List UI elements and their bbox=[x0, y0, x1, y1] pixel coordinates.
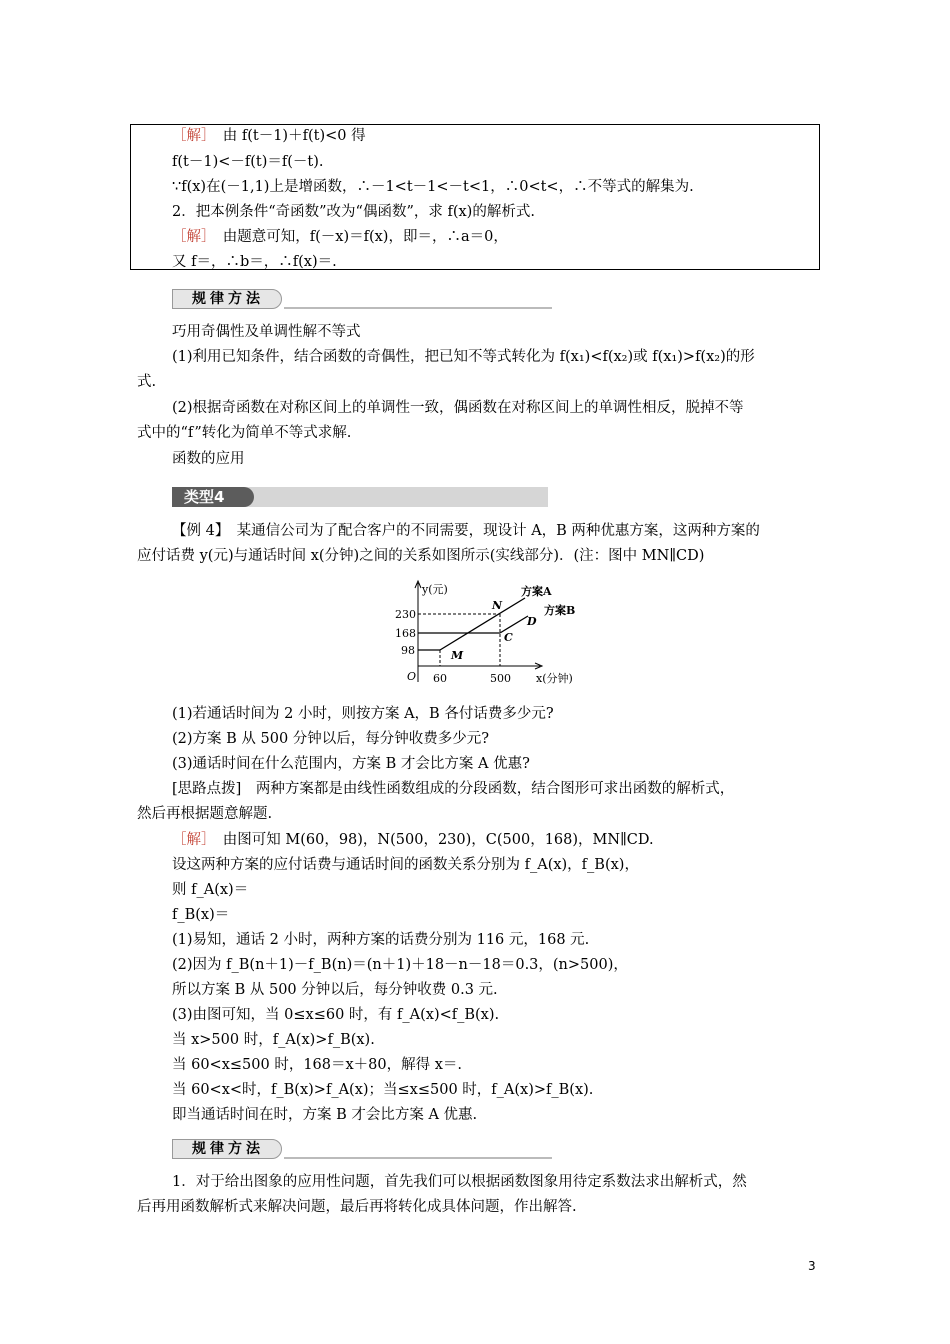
solution-line-6: (2)因为 f_B(n＋1)－f_B(n)＝(n＋1)＋18－n－18＝0.3，(n>500)， bbox=[172, 957, 628, 973]
point-n-label: N bbox=[492, 599, 503, 612]
topic-title: 函数的应用 bbox=[172, 451, 245, 467]
box-line-1: ［解］ 由 f(t－1)＋f(t)<0 得 bbox=[172, 128, 366, 144]
solution-line-3: 则 f_A(x)＝ bbox=[172, 882, 249, 898]
plan-b-label: 方案B bbox=[544, 604, 576, 617]
box-line-2: f(t－1)<－f(t)＝f(－t). bbox=[172, 154, 324, 170]
method-p2b: 式中的“f”转化为简单不等式求解. bbox=[137, 425, 352, 441]
solution-line-12: 即当通话时间在时，方案 B 才会比方案 A 优惠. bbox=[172, 1107, 478, 1123]
rule-method-tag-2: 规律方法 bbox=[172, 1139, 552, 1159]
x-axis-label: x(分钟) bbox=[536, 672, 573, 685]
solution-line-10: 当 60<x≤500 时，168＝x＋80，解得 x＝. bbox=[172, 1057, 463, 1073]
solution-line-2: 设这两种方案的应付话费与通话时间的函数关系分别为 f_A(x)，f_B(x)， bbox=[172, 857, 639, 873]
method2-line-2: 后再用函数解析式来解决问题，最后再将转化成具体问题，作出解答. bbox=[137, 1199, 577, 1215]
pricing-figure bbox=[390, 578, 590, 690]
rule-method-tag-1: 规律方法 bbox=[172, 289, 552, 309]
solution-line-5: (1)易知，通话 2 小时，两种方案的话费分别为 116 元，168 元. bbox=[172, 932, 590, 948]
method-p1b: 式. bbox=[137, 374, 157, 390]
solution-line-4: f_B(x)＝ bbox=[172, 907, 230, 923]
solution-line-9: 当 x>500 时，f_A(x)>f_B(x). bbox=[172, 1032, 375, 1048]
method-p1a: (1)利用已知条件，结合函数的奇偶性，把已知不等式转化为 f(x₁)<f(x₂)或 f(x₁)>f(x₂)的形 bbox=[172, 349, 755, 365]
method-p2a: (2)根据奇函数在对称区间上的单调性一致，偶函数在对称区间上的单调性相反，脱掉不等 bbox=[172, 400, 744, 416]
solution-line-7: 所以方案 B 从 500 分钟以后，每分钟收费 0.3 元. bbox=[172, 982, 498, 998]
x-tick-500: 500 bbox=[490, 672, 511, 685]
question-2: (2)方案 B 从 500 分钟以后，每分钟收费多少元? bbox=[172, 731, 490, 747]
solution-line-11: 当 60<x<时，f_B(x)>f_A(x)；当≤x≤500 时，f_A(x)>f_B(x). bbox=[172, 1082, 594, 1098]
type-tag-label: 类型4 bbox=[184, 488, 225, 506]
solution-line-1: ［解］ 由图可知 M(60，98)，N(500，230)，C(500，168)，MN∥CD. bbox=[172, 832, 654, 848]
type-tag bbox=[172, 487, 548, 507]
box-line-4: 2．把本例条件“奇函数”改为“偶函数”，求 f(x)的解析式. bbox=[172, 204, 535, 220]
hint-line-1: [思路点拨] 两种方案都是由线性函数组成的分段函数，结合图形可求出函数的解析式， bbox=[172, 781, 735, 797]
y-tick-98: 98 bbox=[401, 644, 415, 657]
hint-line-2: 然后再根据题意解题. bbox=[137, 806, 273, 822]
origin-label: O bbox=[407, 670, 417, 683]
y-axis-label: y(元) bbox=[422, 583, 448, 596]
y-tick-230: 230 bbox=[395, 608, 416, 621]
page-number: 3 bbox=[808, 1259, 816, 1273]
question-3: (3)通话时间在什么范围内，方案 B 才会比方案 A 优惠? bbox=[172, 756, 530, 772]
point-m-label: M bbox=[451, 649, 464, 662]
question-1: (1)若通话时间为 2 小时，则按方案 A，B 各付话费多少元? bbox=[172, 706, 554, 722]
box-line-5: ［解］ 由题意可知，f(－x)＝f(x)，即＝，∴a＝0， bbox=[172, 229, 508, 245]
box-line-6: 又 f＝，∴b＝，∴f(x)＝. bbox=[172, 254, 337, 270]
box-line-3: ∵f(x)在(－1,1)上是增函数，∴－1<t－1<－t<1，∴0<t<，∴不等式的解集为. bbox=[172, 179, 694, 195]
example-line-2: 应付话费 y(元)与通话时间 x(分钟)之间的关系如图所示(实线部分)．(注：图中 MN∥CD) bbox=[137, 548, 705, 564]
method-title: 巧用奇偶性及单调性解不等式 bbox=[172, 324, 361, 340]
example-line-1: 【例 4】 某通信公司为了配合客户的不同需要，现设计 A，B 两种优惠方案，这两种方案的 bbox=[172, 523, 760, 539]
y-tick-168: 168 bbox=[395, 627, 416, 640]
point-d-label: D bbox=[527, 615, 537, 628]
point-c-label: C bbox=[504, 631, 513, 644]
x-tick-60: 60 bbox=[433, 672, 447, 685]
method2-line-1: 1．对于给出图象的应用性问题，首先我们可以根据函数图象用待定系数法求出解析式，然 bbox=[172, 1174, 747, 1190]
solution-line-8: (3)由图可知，当 0≤x≤60 时，有 f_A(x)<f_B(x). bbox=[172, 1007, 500, 1023]
plan-a-label: 方案A bbox=[521, 585, 552, 598]
